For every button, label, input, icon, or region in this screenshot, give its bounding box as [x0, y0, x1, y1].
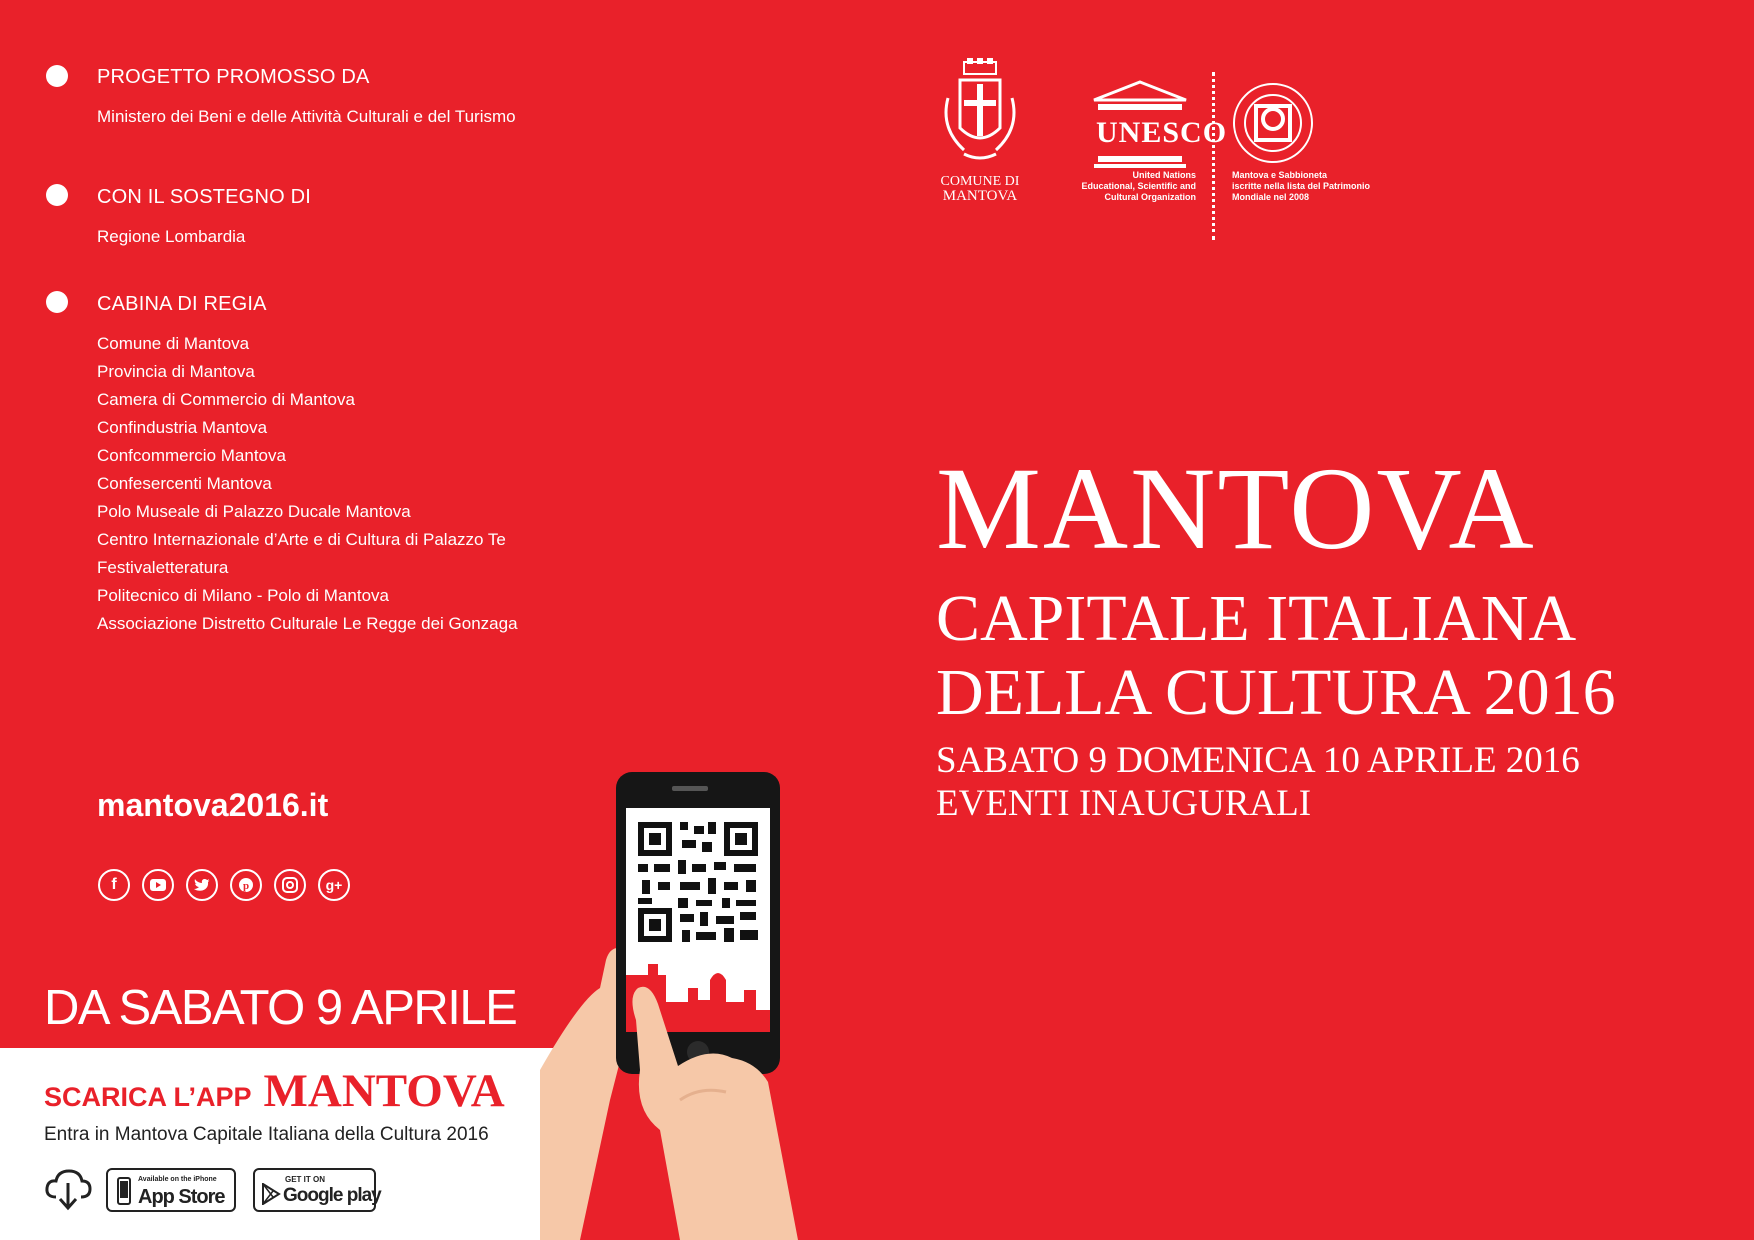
list-item: Confesercenti Mantova — [97, 474, 272, 493]
list-item: Festivaletteratura — [97, 558, 229, 577]
headline-line1: CAPITALE ITALIANA — [936, 582, 1577, 655]
unesco-word: UNESCO — [1096, 116, 1228, 149]
bullet-icon — [46, 184, 68, 206]
list-item: Provincia di Mantova — [97, 362, 255, 381]
instagram-icon[interactable] — [274, 869, 306, 901]
bullet-icon — [46, 291, 68, 313]
list-item: Associazione Distretto Culturale Le Regge dei Gonzaga — [97, 614, 518, 633]
unesco-logo — [1090, 80, 1228, 173]
app-name: MANTOVA — [263, 1065, 505, 1117]
website-link[interactable]: mantova2016.it — [97, 787, 329, 823]
google-play-small-label: GET IT ON — [285, 1175, 325, 1184]
twitter-icon[interactable] — [186, 869, 218, 901]
list-item: Polo Museale di Palazzo Ducale Mantova — [97, 502, 411, 521]
headline-title: MANTOVA — [936, 443, 1536, 574]
bullet-icon — [46, 65, 68, 87]
google-play-label: Google play — [283, 1185, 381, 1206]
download-label: SCARICA L’APP — [44, 1082, 252, 1112]
qr-code-icon — [636, 820, 760, 944]
app-store-small-label: Available on the iPhone — [138, 1176, 217, 1183]
comune-logo — [934, 58, 1026, 204]
google-play-button[interactable] — [253, 1168, 381, 1212]
youtube-icon[interactable] — [142, 869, 174, 901]
section-title-support: CON IL SOSTEGNO DI — [97, 186, 312, 208]
svg-text:p: p — [242, 880, 250, 892]
comune-label-top: COMUNE DI — [940, 174, 1020, 189]
section-text-promoted: Ministero dei Beni e delle Attività Culturali e del Turismo — [97, 107, 516, 126]
pinterest-icon[interactable] — [230, 869, 262, 901]
social-icons — [98, 869, 350, 901]
phone-hands-illustration — [540, 770, 880, 1240]
list-item: Centro Internazionale d’Arte e di Cultura di Palazzo Te — [97, 530, 506, 549]
logo-divider — [1212, 72, 1215, 240]
cloud-download-icon[interactable] — [44, 1167, 92, 1216]
world-heritage-logo — [1232, 82, 1314, 169]
app-subtitle: Entra in Mantova Capitale Italiana della Cultura 2016 — [44, 1124, 489, 1145]
event-dates: SABATO 9 DOMENICA 10 APRILE 2016 — [936, 740, 1580, 781]
app-store-button[interactable] — [106, 1168, 236, 1212]
section-title-promoted: PROGETTO PROMOSSO DA — [97, 66, 370, 88]
comune-label-bottom: MANTOVA — [942, 188, 1018, 204]
regia-list — [97, 330, 518, 638]
world-heritage-icon — [1232, 82, 1314, 164]
section-title-regia: CABINA DI REGIA — [97, 293, 267, 315]
play-icon — [261, 1183, 281, 1205]
list-item: Politecnico di Milano - Polo di Mantova — [97, 586, 389, 605]
heritage-caption: Mantova e Sabbioneta iscritte nella lista del Patrimonio Mondiale nel 2008 — [1232, 170, 1371, 202]
coat-of-arms-icon — [934, 58, 1026, 168]
headline-line2: DELLA CULTURA 2016 — [936, 656, 1616, 729]
unesco-caption: United Nations Educational, Scientific and Cultural Organization — [1081, 170, 1196, 202]
list-item: Comune di Mantova — [97, 334, 250, 353]
event-subtitle: EVENTI INAUGURALI — [936, 783, 1312, 824]
list-item: Camera di Commercio di Mantova — [97, 390, 355, 409]
app-store-label: App Store — [138, 1186, 225, 1208]
google-plus-icon[interactable]: g+ — [318, 869, 350, 901]
app-download-title — [44, 1064, 505, 1118]
promo-date-line: DA SABATO 9 APRILE — [44, 981, 517, 1035]
list-item: Confcommercio Mantova — [97, 446, 286, 465]
iphone-icon — [117, 1177, 131, 1205]
facebook-icon[interactable]: f — [98, 869, 130, 901]
section-text-support: Regione Lombardia — [97, 227, 246, 246]
list-item: Confindustria Mantova — [97, 418, 268, 437]
